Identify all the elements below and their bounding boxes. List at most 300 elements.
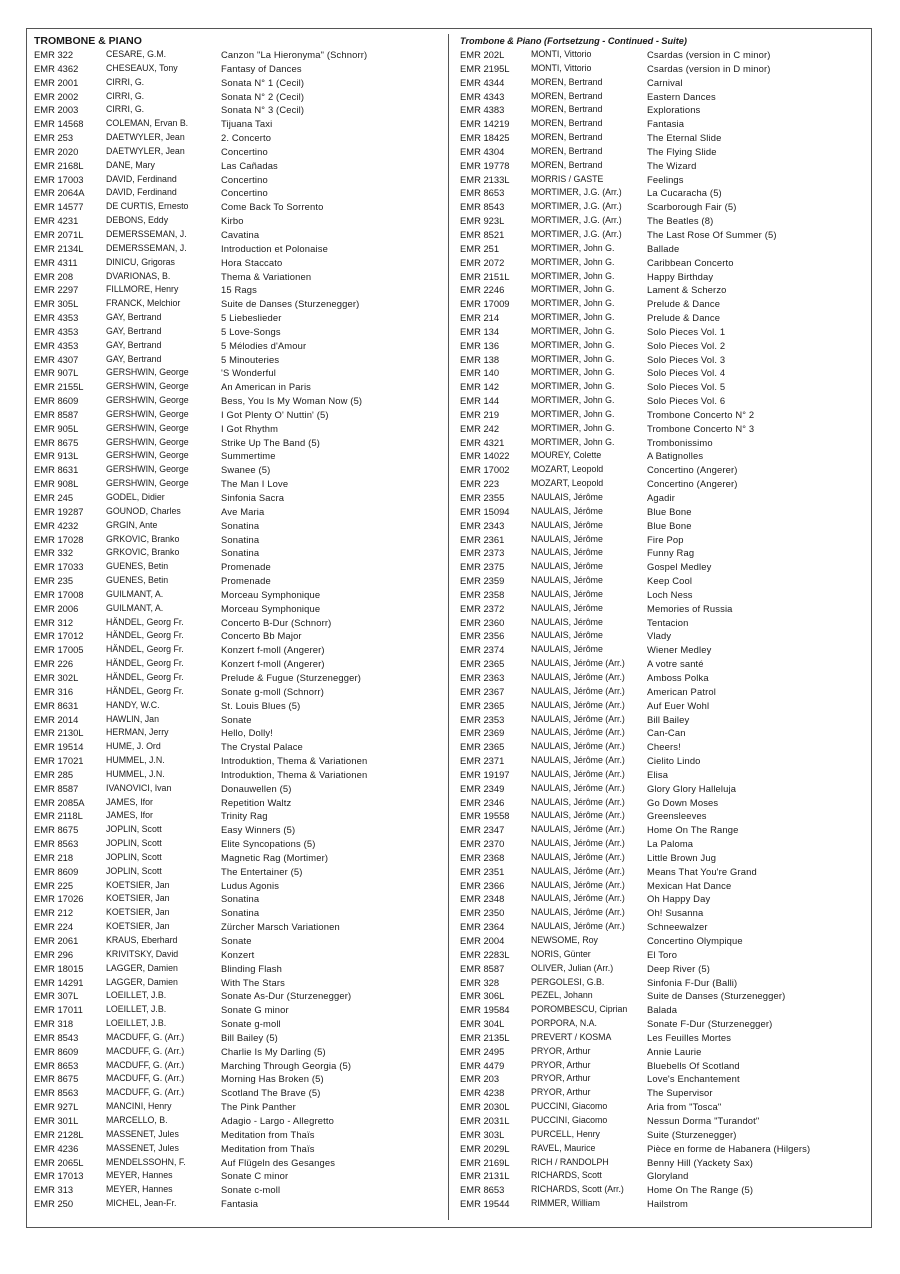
catalog-list-left: [34, 48, 442, 1211]
catalog-entry: [460, 48, 864, 62]
work-title: Auf Euer Wohl: [647, 699, 710, 711]
composer-name: DAETWYLER, Jean: [106, 132, 185, 143]
composer-name: MONTI, Vittorio: [531, 62, 592, 73]
composer-name: NAULAIS, Jérôme: [531, 533, 603, 544]
composer-name: MOUREY, Colette: [531, 450, 602, 461]
catalog-entry: [460, 1128, 864, 1142]
work-title: Marching Through Georgia (5): [221, 1059, 352, 1071]
edition-number: EMR 2169L: [460, 1156, 510, 1168]
catalog-entry: [34, 449, 442, 463]
work-title: Csardas (version in C minor): [647, 49, 771, 60]
work-title: Hora Staccato: [221, 256, 283, 268]
edition-number: EMR 2358: [460, 588, 505, 600]
composer-name: NAULAIS, Jérôme (Arr.): [531, 782, 625, 793]
composer-name: NAULAIS, Jérôme (Arr.): [531, 810, 625, 821]
catalog-entry: [460, 809, 864, 823]
work-title: Caribbean Concerto: [647, 256, 734, 268]
catalog-entry: [34, 325, 442, 339]
composer-name: MEYER, Hannes: [106, 1184, 173, 1195]
edition-number: EMR 17028: [34, 533, 84, 545]
edition-number: EMR 18425: [460, 132, 510, 144]
edition-number: EMR 318: [34, 1018, 74, 1030]
work-title: Solo Pieces Vol. 3: [647, 353, 726, 365]
edition-number: EMR 2365: [460, 699, 505, 711]
catalog-entry: [34, 976, 442, 990]
catalog-entry: [34, 214, 442, 228]
composer-name: PEZEL, Johann: [531, 990, 593, 1001]
work-title: Magnetic Rag (Mortimer): [221, 851, 329, 863]
composer-name: GODEL, Didier: [106, 492, 165, 502]
edition-number: EMR 8587: [34, 782, 79, 794]
edition-number: EMR 8543: [460, 201, 505, 213]
work-title: Sonate F-Dur (Sturzenegger): [647, 1018, 773, 1030]
edition-number: EMR 14022: [460, 450, 510, 462]
composer-name: NAULAIS, Jérôme (Arr.): [531, 851, 625, 862]
work-title: Home On The Range (5): [647, 1184, 754, 1196]
work-title: Gospel Medley: [647, 561, 712, 573]
edition-number: EMR 2367: [460, 685, 505, 697]
work-title: Blue Bone: [647, 519, 692, 531]
work-title: Introduktion, Thema & Variationen: [221, 755, 368, 767]
composer-name: MORTIMER, John G.: [531, 298, 615, 309]
edition-number: EMR 4479: [460, 1059, 505, 1071]
edition-number: EMR 8631: [34, 699, 79, 711]
catalog-entry: [34, 671, 442, 685]
edition-number: EMR 2031L: [460, 1114, 510, 1126]
edition-number: EMR 202L: [460, 49, 505, 60]
catalog-entry: [460, 976, 864, 990]
catalog-entry: [460, 449, 864, 463]
catalog-list-right: [460, 48, 864, 1211]
composer-name: KRIVITSKY, David: [106, 948, 179, 959]
composer-name: NAULAIS, Jérôme: [531, 630, 603, 641]
edition-number: EMR 214: [460, 312, 500, 324]
edition-number: EMR 8521: [460, 228, 505, 240]
work-title: Vlady: [647, 630, 672, 642]
composer-name: LOEILLET, J.B.: [106, 1004, 167, 1015]
catalog-entry: [34, 353, 442, 367]
edition-number: EMR 2061: [34, 935, 79, 946]
work-title: Prelude & Dance: [647, 298, 721, 310]
edition-number: EMR 316: [34, 685, 74, 697]
catalog-entry: [34, 103, 442, 117]
catalog-entry: [460, 588, 864, 602]
composer-name: HAWLIN, Jan: [106, 713, 159, 724]
composer-name: RAVEL, Maurice: [531, 1142, 596, 1153]
edition-number: EMR 4362: [34, 62, 79, 74]
composer-name: GERSHWIN, George: [106, 367, 189, 378]
composer-name: HÄNDEL, Georg Fr.: [106, 685, 184, 696]
composer-name: MORTIMER, John G.: [531, 408, 615, 419]
composer-name: JAMES, Ifor: [106, 810, 153, 821]
work-title: 5 Minouteries: [221, 353, 280, 365]
work-title: Konzert f-moll (Angerer): [221, 644, 325, 656]
edition-number: EMR 2130L: [34, 727, 84, 739]
edition-number: EMR 927L: [34, 1101, 79, 1113]
work-title: Bill Bailey: [647, 713, 690, 725]
composer-name: MOZART, Leopold: [531, 478, 604, 489]
work-title: Amboss Polka: [647, 671, 709, 683]
work-title: The Man I Love: [221, 478, 289, 490]
composer-name: HUMMEL, J.N.: [106, 755, 165, 766]
edition-number: EMR 223: [460, 478, 500, 490]
edition-number: EMR 4344: [460, 76, 505, 88]
work-title: Thema & Variationen: [221, 270, 312, 282]
composer-name: MOREN, Bertrand: [531, 159, 603, 170]
catalog-entry: [34, 62, 442, 76]
catalog-entry: [460, 422, 864, 436]
catalog-entry: [34, 463, 442, 477]
composer-name: RIMMER, William: [531, 1198, 600, 1209]
edition-number: EMR 305L: [34, 298, 79, 310]
composer-name: GRKOVIC, Branko: [106, 533, 180, 544]
edition-number: EMR 4343: [460, 90, 505, 102]
work-title: Sinfonia F-Dur (Balli): [647, 976, 738, 988]
composer-name: MORTIMER, J.G. (Arr.): [531, 228, 622, 239]
catalog-column-right: [460, 34, 864, 1211]
edition-number: EMR 4232: [34, 519, 79, 531]
work-title: Cielito Lindo: [647, 755, 701, 767]
composer-name: MACDUFF, G. (Arr.): [106, 1059, 185, 1070]
composer-name: NAULAIS, Jérôme (Arr.): [531, 879, 625, 890]
edition-number: EMR 2283L: [460, 948, 510, 960]
work-title: Donauwellen (5): [221, 782, 292, 794]
catalog-entry: [34, 200, 442, 214]
edition-number: EMR 2343: [460, 519, 505, 531]
composer-name: MOREN, Bertrand: [531, 90, 603, 101]
work-title: Prelude & Fugue (Sturzenegger): [221, 671, 361, 683]
work-title: Easy Winners (5): [221, 824, 296, 836]
catalog-entry: [34, 533, 442, 547]
work-title: Little Brown Jug: [647, 851, 717, 863]
composer-name: MORTIMER, John G.: [531, 381, 615, 392]
work-title: Solo Pieces Vol. 6: [647, 395, 726, 407]
catalog-entry: [34, 408, 442, 422]
edition-number: EMR 332: [34, 547, 74, 559]
work-title: Oh Happy Day: [647, 893, 711, 905]
composer-name: LAGGER, Damien: [106, 976, 178, 987]
edition-number: EMR 2369: [460, 727, 505, 739]
work-title: Sonate C minor: [221, 1170, 289, 1182]
catalog-entry: [34, 879, 442, 893]
catalog-entry: [460, 879, 864, 893]
edition-number: EMR 2346: [460, 796, 505, 808]
edition-number: EMR 2373: [460, 547, 505, 559]
catalog-entry: [34, 283, 442, 297]
catalog-entry: [34, 1183, 442, 1197]
composer-name: DAVID, Ferdinand: [106, 173, 177, 184]
edition-number: EMR 8675: [34, 824, 79, 836]
composer-name: KOETSIER, Jan: [106, 879, 170, 890]
composer-name: MORTIMER, John G.: [531, 284, 615, 295]
work-title: Concertino Olympique: [647, 935, 743, 946]
catalog-entry: [34, 256, 442, 270]
composer-name: GERSHWIN, George: [106, 450, 189, 461]
work-title: Concertino: [221, 145, 268, 157]
edition-number: EMR 251: [460, 242, 500, 254]
composer-name: NAULAIS, Jérôme (Arr.): [531, 658, 625, 669]
edition-number: EMR 17011: [34, 1004, 83, 1016]
composer-name: NAULAIS, Jérôme: [531, 547, 603, 558]
catalog-entry: [460, 713, 864, 727]
work-title: Oh! Susanna: [647, 907, 704, 919]
catalog-entry: [34, 380, 442, 394]
composer-name: MORTIMER, J.G. (Arr.): [531, 187, 622, 198]
composer-name: GERSHWIN, George: [106, 408, 189, 419]
work-title: I Got Plenty O' Nuttin' (5): [221, 408, 329, 420]
edition-number: EMR 138: [460, 353, 500, 365]
edition-number: EMR 2004: [460, 935, 505, 946]
catalog-entry: [34, 616, 442, 630]
edition-number: EMR 17008: [34, 588, 84, 600]
composer-name: PRYOR, Arthur: [531, 1087, 591, 1098]
composer-name: MASSENET, Jules: [106, 1128, 179, 1139]
catalog-entry: [460, 533, 864, 547]
catalog-entry: [460, 408, 864, 422]
catalog-entry: [34, 851, 442, 865]
work-title: Sonate: [221, 935, 252, 946]
catalog-entry: [460, 782, 864, 796]
catalog-entry: [460, 117, 864, 131]
edition-number: EMR 2363: [460, 671, 505, 683]
catalog-entry: [34, 588, 442, 602]
catalog-entry: [460, 325, 864, 339]
composer-name: DEMERSSEMAN, J.: [106, 228, 187, 239]
work-title: Pièce en forme de Habanera (Hilgers): [647, 1142, 811, 1154]
edition-number: EMR 2364: [460, 921, 505, 933]
work-title: Can-Can: [647, 727, 686, 739]
edition-number: EMR 2350: [460, 907, 505, 919]
work-title: 5 Liebeslieder: [221, 312, 282, 324]
catalog-entry: [460, 339, 864, 353]
composer-name: HUMMEL, J.N.: [106, 768, 165, 779]
edition-number: EMR 8653: [460, 187, 505, 199]
work-title: With The Stars: [221, 976, 285, 988]
work-title: Concertino: [221, 173, 268, 185]
composer-name: KOETSIER, Jan: [106, 907, 170, 918]
edition-number: EMR 17021: [34, 755, 84, 767]
work-title: Explorations: [647, 104, 701, 116]
work-title: The Pink Panther: [221, 1101, 296, 1113]
composer-name: RICHARDS, Scott (Arr.): [531, 1184, 624, 1195]
work-title: Sonate G minor: [221, 1004, 289, 1016]
edition-number: EMR 2029L: [460, 1142, 510, 1154]
catalog-entry: [460, 1072, 864, 1086]
work-title: Csardas (version in D minor): [647, 62, 771, 74]
composer-name: DEMERSSEMAN, J.: [106, 242, 187, 253]
edition-number: EMR 8609: [34, 395, 79, 407]
catalog-entry: [34, 1031, 442, 1045]
composer-name: CESARE, G.M.: [106, 49, 167, 59]
edition-number: EMR 2348: [460, 893, 505, 905]
catalog-entry: [460, 546, 864, 560]
catalog-entry: [460, 491, 864, 505]
edition-number: EMR 242: [460, 422, 500, 434]
catalog-entry: [34, 1045, 442, 1059]
edition-number: EMR 4231: [34, 215, 79, 227]
work-title: La Cucaracha (5): [647, 187, 722, 199]
catalog-entry: [460, 865, 864, 879]
catalog-entry: [34, 1072, 442, 1086]
composer-name: GOUNOD, Charles: [106, 505, 181, 516]
edition-number: EMR 8563: [34, 1087, 79, 1099]
edition-number: EMR 140: [460, 367, 500, 379]
work-title: Cavatina: [221, 228, 260, 240]
edition-number: EMR 2085A: [34, 796, 85, 808]
work-title: Repetition Waltz: [221, 796, 292, 808]
edition-number: EMR 908L: [34, 478, 79, 490]
work-title: St. Louis Blues (5): [221, 699, 301, 711]
work-title: Adagio - Largo - Allegretto: [221, 1114, 334, 1126]
catalog-entry: [460, 173, 864, 187]
composer-name: FRANCK, Melchior: [106, 298, 181, 309]
composer-name: GRKOVIC, Branko: [106, 547, 180, 558]
catalog-entry: [34, 948, 442, 962]
work-title: Annie Laurie: [647, 1045, 702, 1057]
work-title: Zürcher Marsch Variationen: [221, 921, 340, 933]
composer-name: PURCELL, Henry: [531, 1128, 600, 1139]
work-title: Solo Pieces Vol. 5: [647, 381, 726, 393]
catalog-entry: [460, 1183, 864, 1197]
work-title: Home On The Range: [647, 824, 739, 836]
catalog-entry: [460, 256, 864, 270]
composer-name: MARCELLO, B.: [106, 1114, 168, 1125]
edition-number: EMR 304L: [460, 1018, 505, 1030]
work-title: Canzon "La Hieronyma" (Schnorr): [221, 49, 368, 60]
composer-name: KOETSIER, Jan: [106, 921, 170, 932]
catalog-entry: [34, 48, 442, 62]
work-title: Go Down Moses: [647, 796, 719, 808]
catalog-entry: [34, 519, 442, 533]
composer-name: NAULAIS, Jérôme (Arr.): [531, 671, 625, 682]
edition-number: EMR 2002: [34, 90, 79, 102]
work-title: Concerto Bb Major: [221, 630, 302, 642]
composer-name: FILLMORE, Henry: [106, 284, 179, 295]
work-title: Feelings: [647, 173, 684, 185]
catalog-entry: [34, 602, 442, 616]
work-title: Elite Syncopations (5): [221, 838, 316, 850]
work-title: Schneewalzer: [647, 921, 708, 933]
catalog-entry: [460, 131, 864, 145]
work-title: The Wizard: [647, 159, 697, 171]
edition-number: EMR 8543: [34, 1031, 79, 1043]
composer-name: NAULAIS, Jérôme (Arr.): [531, 713, 625, 724]
composer-name: JOPLIN, Scott: [106, 865, 162, 876]
catalog-entry: [460, 823, 864, 837]
catalog-entry: [34, 117, 442, 131]
composer-name: PUCCINI, Giacomo: [531, 1114, 608, 1125]
work-title: The Eternal Slide: [647, 132, 722, 144]
work-title: Sonatina: [221, 519, 260, 531]
catalog-entry: [34, 934, 442, 948]
composer-name: MOZART, Leopold: [531, 464, 604, 475]
edition-number: EMR 4353: [34, 312, 79, 324]
catalog-entry: [460, 1142, 864, 1156]
catalog-entry: [460, 311, 864, 325]
catalog-entry: [34, 809, 442, 823]
work-title: Kirbo: [221, 215, 244, 227]
edition-number: EMR 2020: [34, 145, 79, 157]
composer-name: MORTIMER, John G.: [531, 436, 615, 447]
edition-number: EMR 8587: [460, 962, 505, 974]
composer-name: DAETWYLER, Jean: [106, 145, 185, 156]
composer-name: OLIVER, Julian (Arr.): [531, 962, 614, 973]
column-divider: [448, 34, 449, 1220]
catalog-entry: [460, 560, 864, 574]
composer-name: HÄNDEL, Georg Fr.: [106, 671, 184, 682]
work-title: Concertino (Angerer): [647, 464, 738, 476]
work-title: 2. Concerto: [221, 132, 272, 144]
composer-name: NAULAIS, Jérôme (Arr.): [531, 921, 625, 932]
work-title: Funny Rag: [647, 547, 695, 559]
work-title: Tijuana Taxi: [221, 118, 273, 130]
catalog-entry: [460, 643, 864, 657]
catalog-entry: [34, 1003, 442, 1017]
composer-name: KOETSIER, Jan: [106, 893, 170, 904]
work-title: I Got Rhythm: [221, 422, 279, 434]
composer-name: MOREN, Bertrand: [531, 104, 603, 115]
catalog-entry: [460, 90, 864, 104]
catalog-entry: [460, 740, 864, 754]
composer-name: NAULAIS, Jérôme (Arr.): [531, 907, 625, 918]
edition-number: EMR 2375: [460, 561, 505, 573]
catalog-entry: [34, 1128, 442, 1142]
work-title: Sonata N° 1 (Cecil): [221, 76, 305, 88]
work-title: 'S Wonderful: [221, 367, 277, 379]
composer-name: MEYER, Hannes: [106, 1170, 173, 1181]
work-title: Suite (Sturzenegger): [647, 1128, 737, 1140]
catalog-entry: [34, 366, 442, 380]
composer-name: LOEILLET, J.B.: [106, 990, 167, 1001]
composer-name: IVANOVICI, Ivan: [106, 782, 172, 793]
catalog-entry: [460, 366, 864, 380]
catalog-entry: [460, 629, 864, 643]
work-title: Blinding Flash: [221, 962, 282, 974]
work-title: Sonata N° 2 (Cecil): [221, 90, 305, 102]
work-title: Solo Pieces Vol. 4: [647, 367, 726, 379]
composer-name: MANCINI, Henry: [106, 1101, 172, 1112]
work-title: American Patrol: [647, 685, 716, 697]
edition-number: EMR 2030L: [460, 1101, 510, 1113]
composer-name: PREVERT / KOSMA: [531, 1031, 612, 1042]
edition-number: EMR 2133L: [460, 173, 510, 185]
catalog-entry: [34, 1017, 442, 1031]
edition-number: EMR 8675: [34, 436, 79, 448]
composer-name: GAY, Bertrand: [106, 339, 162, 350]
catalog-entry: [460, 103, 864, 117]
work-title: Konzert f-moll (Angerer): [221, 658, 325, 670]
catalog-entry: [34, 297, 442, 311]
catalog-entry: [460, 242, 864, 256]
catalog-entry: [460, 1156, 864, 1170]
composer-name: NAULAIS, Jérôme: [531, 505, 603, 516]
edition-number: EMR 8653: [34, 1059, 79, 1071]
composer-name: NAULAIS, Jérôme: [531, 561, 603, 572]
section-title-continued: Trombone & Piano (Fortsetzung - Continued - Suite): [460, 36, 687, 46]
edition-number: EMR 19544: [460, 1198, 510, 1210]
composer-name: GERSHWIN, George: [106, 436, 189, 447]
catalog-entry: [34, 1197, 442, 1211]
catalog-entry: [34, 339, 442, 353]
composer-name: MORRIS / GASTE: [531, 173, 604, 184]
catalog-entry: [460, 1197, 864, 1211]
edition-number: EMR 296: [34, 948, 74, 960]
edition-number: EMR 17003: [34, 173, 84, 185]
catalog-entry: [34, 505, 442, 519]
edition-number: EMR 226: [34, 658, 74, 670]
composer-name: POROMBESCU, Ciprian: [531, 1004, 628, 1015]
composer-name: MORTIMER, John G.: [531, 312, 615, 323]
